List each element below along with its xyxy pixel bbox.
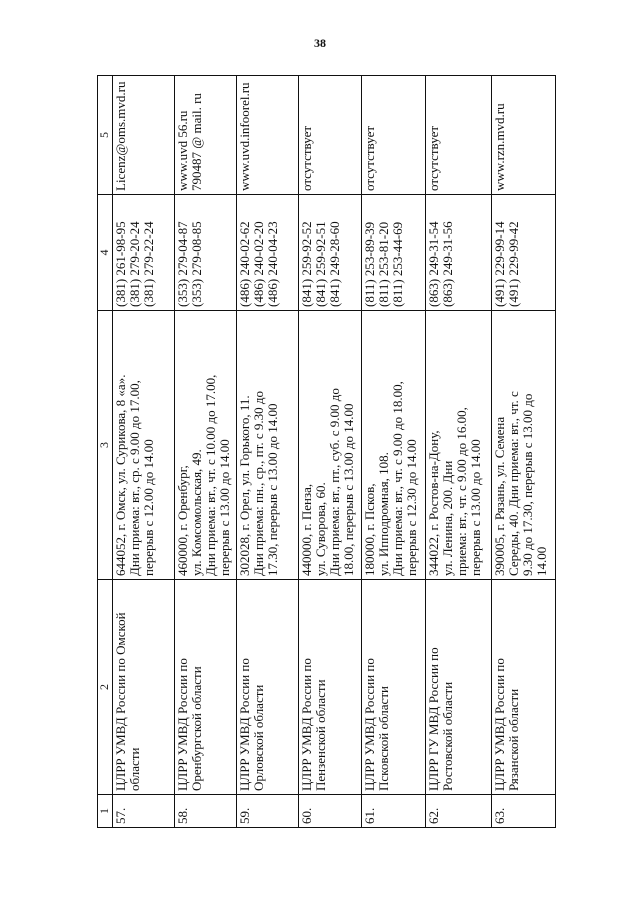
address-cell: [426, 311, 492, 580]
header-col-2: 2: [98, 580, 113, 795]
address-cell-line: Дни приема: вт., чт. с 9.00 до 18.00,: [390, 381, 405, 576]
address-cell-line: 18.00, перерыв с 13.00 до 14.00: [341, 403, 356, 576]
contact-cell-line: отсутствует: [426, 125, 441, 191]
phones-cell-line: (841) 249-28-60: [327, 221, 342, 307]
contact-cell: [175, 76, 237, 195]
phones-cell: [492, 195, 556, 311]
phones-cell-line: (353) 279-04-87: [175, 221, 190, 307]
phones-cell-line: (381) 261-98-95: [113, 221, 128, 307]
table-row: [299, 76, 362, 828]
address-cell-line: ул. Суворова, 60.: [313, 482, 328, 576]
address-cell-line: приема: вт., чт. с 9.00 до 16.00,: [454, 407, 469, 576]
phones-cell-line: (491) 229-99-42: [506, 221, 521, 307]
contact-cell: [299, 76, 362, 195]
organization-cell-line: ЦЛРР УМВД России по: [299, 658, 314, 791]
organization-cell-line: Орловской области: [251, 684, 266, 791]
header-col-3: 3: [98, 311, 113, 580]
address-cell: [175, 311, 237, 580]
phones-cell-line: (811) 253-81-20: [376, 221, 391, 307]
address-cell-line: ул. Комсомольская, 49.: [189, 449, 204, 576]
rotated-table-container: [97, 76, 549, 828]
phones-cell: [113, 195, 175, 311]
organization-cell: [426, 580, 492, 795]
address-cell-line: ул. Ленина, 200. Дни: [440, 460, 455, 576]
phones-cell: [362, 195, 426, 311]
organization-cell-line: ЦЛРР УМВД России по: [492, 658, 507, 791]
phones-cell-line: (841) 259-92-51: [313, 221, 328, 307]
phones-cell: [426, 195, 492, 311]
address-cell: [362, 311, 426, 580]
contact-cell-line: www.rzn.mvd.ru: [492, 103, 507, 191]
organization-cell-line: ЦЛРР УМВД России по: [237, 658, 252, 791]
address-cell-line: 302028, г. Орел, ул. Горького, 11.: [237, 395, 252, 576]
phones-cell-line: (381) 279-20-24: [127, 221, 142, 307]
phones-cell-line: (811) 253-44-69: [390, 221, 405, 307]
header-col-1: 1: [98, 795, 113, 828]
phones-cell-line: (811) 253-89-39: [362, 221, 377, 307]
row-number: 60.: [299, 795, 362, 828]
phones-cell-line: (353) 279-08-85: [189, 221, 204, 307]
header-col-4: 4: [98, 195, 113, 311]
organization-cell-line: ЦЛРР УМВД России по: [175, 658, 190, 791]
address-cell-line: ул. Ипподромная, 108.: [376, 452, 391, 576]
phones-cell-line: (491) 229-99-14: [492, 221, 507, 307]
address-cell-line: 14.00: [534, 546, 549, 576]
address-cell-line: 390005, г. Рязань, ул. Семена: [492, 416, 507, 576]
organization-cell: [175, 580, 237, 795]
contact-cell: [113, 76, 175, 195]
organization-cell-line: области: [127, 747, 142, 791]
contact-cell-line: 790487 @ mail. ru: [189, 93, 204, 191]
organization-cell-line: Псковской области: [376, 686, 391, 791]
phones-cell-line: (381) 279-22-24: [141, 221, 156, 307]
row-number: 59.: [237, 795, 299, 828]
table-row: [426, 76, 492, 828]
organization-cell: [113, 580, 175, 795]
organization-cell-line: ЦЛРР УМВД России по: [362, 658, 377, 791]
header-col-5: 5: [98, 76, 113, 195]
contact-cell-line: www.uvd 56.ru: [175, 110, 190, 191]
phones-cell-line: (486) 240-02-20: [251, 221, 266, 307]
table-row: [492, 76, 556, 828]
contact-cell: [492, 76, 556, 195]
table-row: [362, 76, 426, 828]
address-cell-line: 644052, г. Омск, ул. Сурикова, 8 «а».: [113, 374, 128, 576]
phones-cell: [299, 195, 362, 311]
page-number: 38: [314, 36, 326, 50]
address-cell-line: Середы, 40. Дни приема: вт., чт. с: [506, 391, 521, 576]
phones-cell-line: (863) 249-31-54: [426, 221, 441, 307]
organization-cell-line: ЦЛРР ГУ МВД России по: [426, 647, 441, 791]
address-cell-line: 17.30, перерыв с 13.00 до 14.00: [265, 403, 280, 576]
organization-cell: [362, 580, 426, 795]
contact-cell-line: Licenz@oms.mvd.ru: [113, 81, 128, 191]
table-body: [113, 76, 556, 828]
address-cell-line: 460000, г. Оренбург,: [175, 465, 190, 576]
address-cell-line: перерыв с 12.30 до 14.00: [404, 439, 419, 576]
organization-cell-line: Ростовской области: [440, 681, 455, 791]
phones-cell: [175, 195, 237, 311]
address-cell-line: перерыв с 12.00 до 14.00: [141, 439, 156, 576]
organization-cell-line: Оренбургской области: [189, 666, 204, 791]
address-cell-line: 180000, г. Псков,: [362, 483, 377, 576]
address-cell: [299, 311, 362, 580]
organization-cell-line: Пензенской области: [313, 679, 328, 791]
organization-cell: [237, 580, 299, 795]
address-cell-line: Дни приема: пн., ср., пт. с 9.30 до: [251, 391, 266, 576]
contact-cell-line: www.uvd.infoorel.ru: [237, 82, 252, 191]
phones-cell-line: (486) 240-04-23: [265, 221, 280, 307]
address-cell-line: Дни приема: вт., ср. с 9.00 до 17.00,: [127, 380, 142, 576]
contact-cell-line: отсутствует: [299, 125, 314, 191]
address-cell: [113, 311, 175, 580]
address-cell-line: перерыв с 13.00 до 14.00: [217, 439, 232, 576]
licensing-centers-table: [97, 75, 556, 828]
address-cell: [492, 311, 556, 580]
organization-cell: [299, 580, 362, 795]
row-number: 57.: [113, 795, 175, 828]
table-header-row: [98, 76, 113, 828]
contact-cell: [426, 76, 492, 195]
phones-cell-line: (863) 249-31-56: [440, 221, 455, 307]
phones-cell: [237, 195, 299, 311]
contact-cell: [237, 76, 299, 195]
row-number: 61.: [362, 795, 426, 828]
address-cell-line: Дни приема: вт., пт., суб. с 9.00 до: [327, 388, 342, 576]
row-number: 62.: [426, 795, 492, 828]
organization-cell-line: Рязанской области: [506, 688, 521, 791]
address-cell-line: 344022, г. Ростов-на-Дону,: [426, 430, 441, 576]
phones-cell-line: (841) 259-92-52: [299, 221, 314, 307]
address-cell-line: 9.30 до 17.30, перерыв с 13.00 до: [520, 393, 535, 576]
address-cell-line: Дни приема: вт., чт. с 10.00 до 17.00,: [203, 374, 218, 576]
table-row: [237, 76, 299, 828]
row-number: 58.: [175, 795, 237, 828]
table-row: [113, 76, 175, 828]
contact-cell-line: отсутствует: [362, 125, 377, 191]
address-cell-line: 440000, г. Пенза,: [299, 483, 314, 576]
organization-cell: [492, 580, 556, 795]
address-cell: [237, 311, 299, 580]
row-number: 63.: [492, 795, 556, 828]
address-cell-line: перерыв с 13.00 до 14.00: [468, 439, 483, 576]
organization-cell-line: ЦЛРР УМВД России по Омской: [113, 612, 128, 791]
phones-cell-line: (486) 240-02-62: [237, 221, 252, 307]
contact-cell: [362, 76, 426, 195]
table-row: [175, 76, 237, 828]
